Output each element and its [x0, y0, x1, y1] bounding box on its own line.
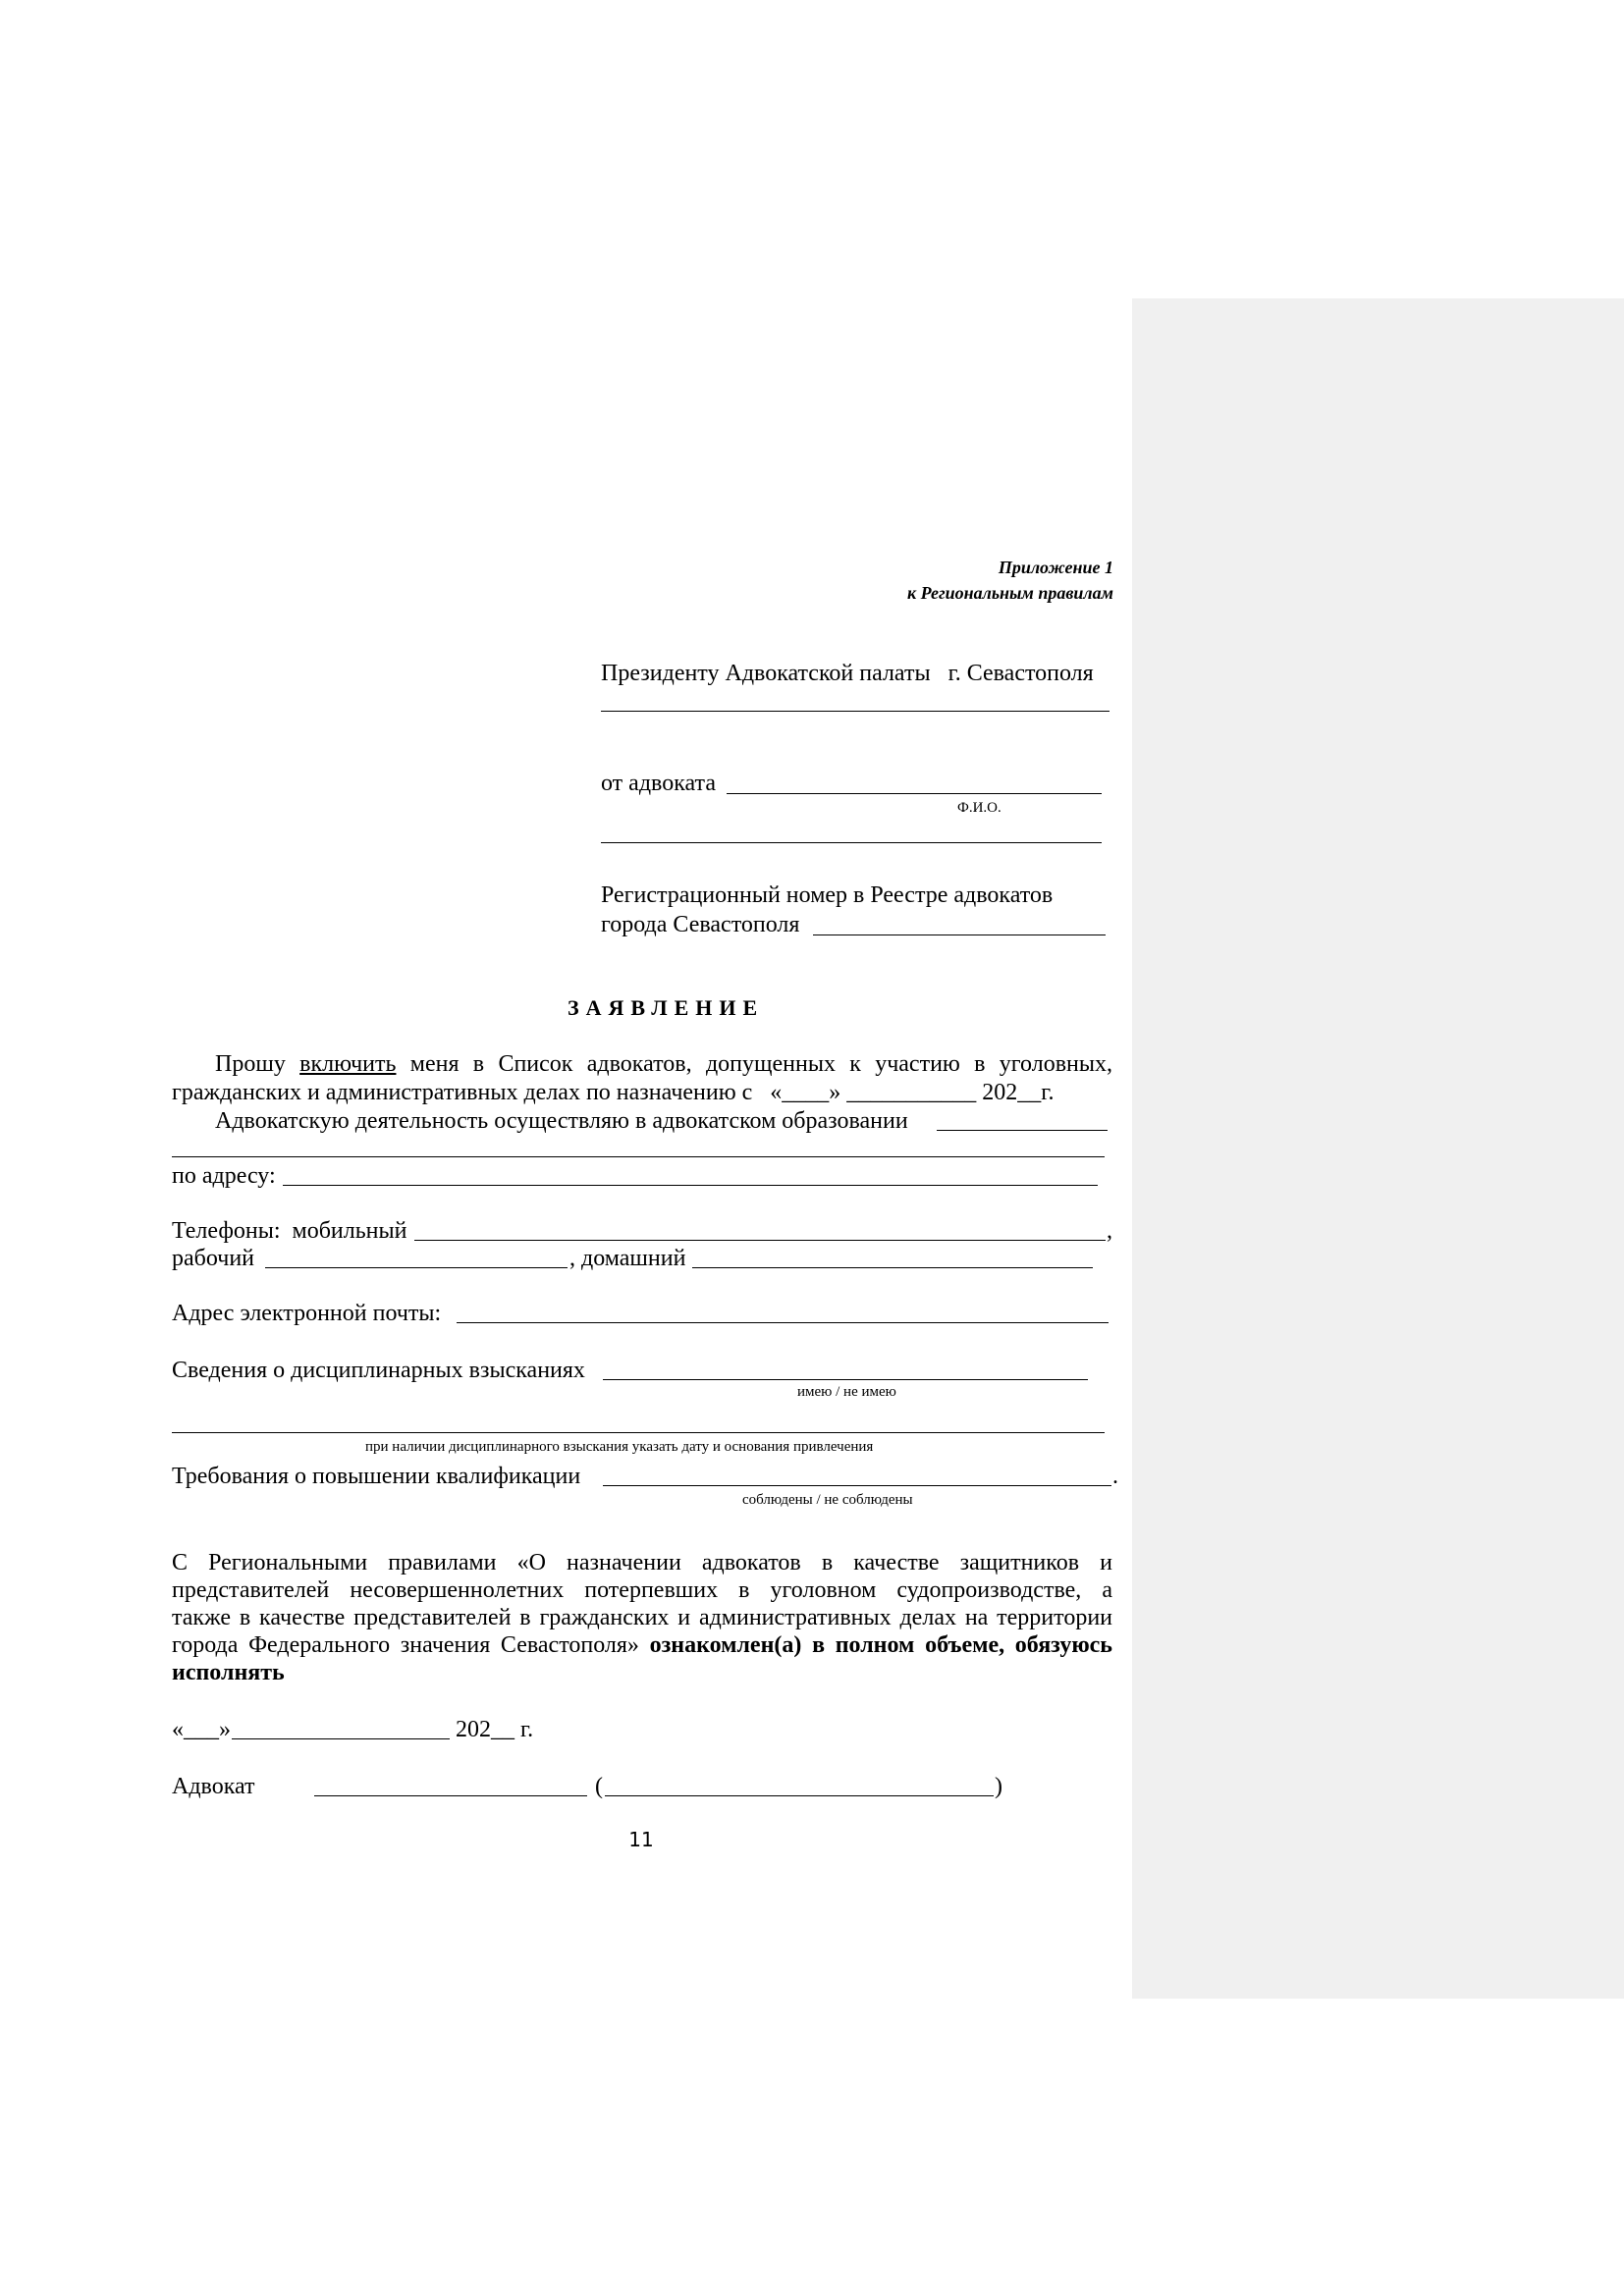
rules-line-4	[172, 1631, 1112, 1659]
registration-number-field[interactable]	[813, 934, 1106, 935]
qualification-label: Требования о повышении квалификации	[172, 1464, 581, 1489]
work-phone-field[interactable]	[265, 1267, 568, 1268]
date-month-field[interactable]	[232, 1738, 450, 1739]
address-field[interactable]	[283, 1185, 1098, 1186]
rules-line-3: также в качестве представителей в гражданских и административных делах на территории	[172, 1605, 1112, 1630]
registration-label-line-1: Регистрационный номер в Реестре адвокатов	[601, 882, 1054, 908]
phones-label: Телефоны: мобильный	[172, 1218, 407, 1244]
discipline-caption: имею / не имею	[797, 1384, 896, 1400]
mobile-phone-field[interactable]	[414, 1240, 1106, 1241]
qualification-field[interactable]	[603, 1485, 1111, 1486]
request-verb: включить	[299, 1051, 397, 1077]
fio-caption: Ф.И.О.	[957, 800, 1001, 816]
paren-open: (	[595, 1774, 603, 1799]
appendix-line-1: Приложение 1	[998, 558, 1113, 577]
home-phone-label: , домашний	[569, 1246, 686, 1271]
rules-line-2: представителей несовершеннолетних потерпевших в уголовном судопроизводстве, а	[172, 1577, 1112, 1603]
request-rest: меня в Список адвокатов, допущенных к участию в уголовных,	[409, 1051, 1113, 1077]
discipline-label: Сведения о дисциплинарных взысканиях	[172, 1358, 585, 1383]
date-day: «___»	[172, 1717, 231, 1742]
rules-line-4-bold: ознакомлен(а) в полном объеме, обязуюсь	[649, 1632, 1112, 1658]
email-label: Адрес электронной почты:	[172, 1301, 442, 1326]
request-line-1	[172, 1050, 1112, 1078]
work-phone-label: рабочий	[172, 1246, 254, 1271]
registration-label-line-2: города Севастополя	[601, 912, 800, 937]
practice-org-field[interactable]	[937, 1130, 1108, 1131]
home-phone-field[interactable]	[692, 1267, 1093, 1268]
rules-line-5: исполнять	[172, 1660, 285, 1685]
rules-line-1: С Региональными правилами «О назначении адвокатов в качестве защитников и	[172, 1550, 1112, 1575]
discipline-field[interactable]	[603, 1379, 1088, 1380]
signature-name-field[interactable]	[605, 1795, 994, 1796]
discipline-note: при наличии дисциплинарного взыскания указать дату и основания привлечения	[365, 1439, 874, 1455]
phones-comma: ,	[1107, 1218, 1112, 1244]
from-advocate-label: от адвоката	[601, 771, 716, 796]
discipline-details-field[interactable]	[172, 1432, 1105, 1433]
address-label: по адресу:	[172, 1163, 276, 1189]
comment-pane	[1132, 298, 1624, 1999]
date-year: 202__ г.	[456, 1717, 534, 1742]
addressee-president: Президенту Адвокатской палаты г. Севастополя	[601, 661, 1094, 686]
document-title: ЗАЯВЛЕНИЕ	[568, 995, 765, 1020]
advocate-name-field-2[interactable]	[601, 842, 1102, 843]
advocate-name-field[interactable]	[727, 793, 1102, 794]
request-line-2: гражданских и административных делах по назначению с «____» ___________ 202__г.	[172, 1080, 1055, 1105]
qualification-period: .	[1112, 1464, 1118, 1489]
advocate-label: Адвокат	[172, 1774, 255, 1799]
qualification-caption: соблюдены / не соблюдены	[742, 1492, 913, 1508]
email-field[interactable]	[457, 1322, 1109, 1323]
paren-close: )	[995, 1774, 1002, 1799]
signature-field[interactable]	[314, 1795, 587, 1796]
page-number: 11	[628, 1828, 654, 1851]
request-start: Прошу	[215, 1051, 286, 1077]
addressee-blank-line[interactable]	[601, 711, 1110, 712]
appendix-line-2: к Региональным правилам	[906, 583, 1113, 603]
practice-org-field-2[interactable]	[172, 1156, 1105, 1157]
rules-line-4-plain: города Федерального значения Севастополя»	[172, 1632, 639, 1658]
practice-label: Адвокатскую деятельность осуществляю в адвокатском образовании	[215, 1108, 908, 1134]
